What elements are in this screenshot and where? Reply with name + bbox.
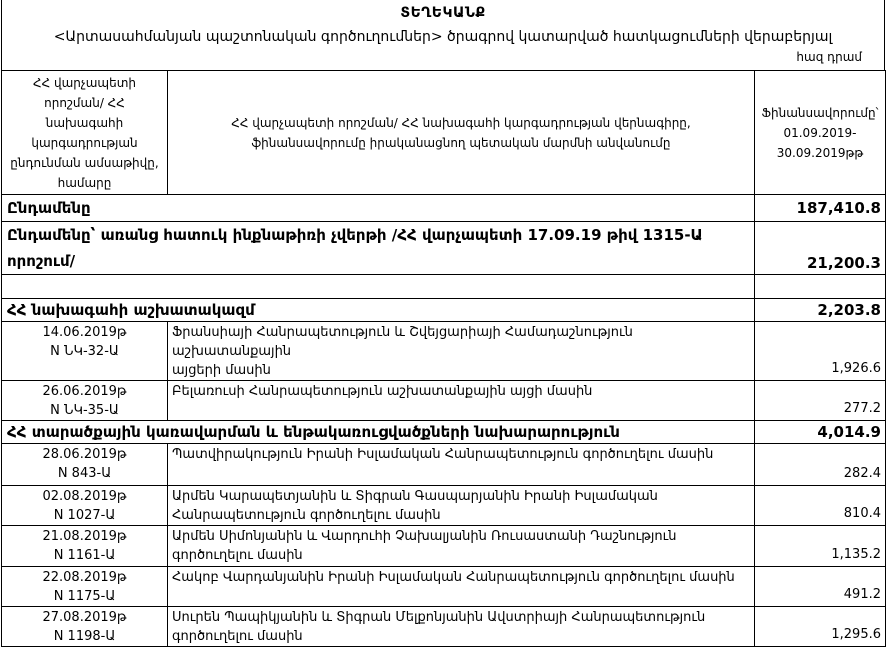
decision-date-cell xyxy=(2,381,168,421)
header-col1-line: համարը xyxy=(57,175,112,190)
decision-date: 26.06.2019թ xyxy=(42,384,127,399)
decision-title-line: Արմեն Կարապետյանին և Տիգրան Գասպարյանին Իրանի Իսլամական xyxy=(172,489,658,504)
total-excluding-label-line: Ընդամենը՝ առանց հատուկ ինքնաթիռի չվերթի /ՀՀ վարչապետի 17.09.19 թիվ 1315-Ա xyxy=(7,226,703,244)
header-col3-line: Ֆինանսավորումը՝ xyxy=(761,105,879,120)
decision-number: N 843-Ա xyxy=(57,466,112,481)
section-title: ՀՀ նախագահի աշխատակազմ xyxy=(2,299,755,322)
table-row xyxy=(2,444,886,486)
allocations-table xyxy=(1,70,886,647)
header-decision-title xyxy=(168,71,755,195)
decision-date: 02.08.2019թ xyxy=(42,489,127,504)
decision-title-line: Հակոբ Վարդանյանին Իրանի Իսլամական Հանրապետություն գործուղելու մասին xyxy=(172,570,735,585)
table-row xyxy=(2,322,886,381)
decision-title-cell xyxy=(168,526,755,567)
table-header-row xyxy=(2,71,886,195)
section-total: 4,014.9 xyxy=(755,421,886,444)
header-col1-line: կարգադրության xyxy=(31,135,138,150)
header-col2-line: ՀՀ վարչապետի որոշման/ ՀՀ նախագահի կարգադրության վերնագիրը, xyxy=(231,115,691,130)
amount-cell: 491.2 xyxy=(755,567,886,607)
grand-total-row xyxy=(2,195,886,222)
decision-number: N ՆԿ-32-Ա xyxy=(50,344,119,359)
decision-date: 27.08.2019թ xyxy=(42,610,127,625)
header-financing-period xyxy=(755,71,886,195)
table-row xyxy=(2,607,886,647)
section-title: ՀՀ տարածքային կառավարման և ենթակառուցվածքների նախարարություն xyxy=(2,421,755,444)
decision-date: 21.08.2019թ xyxy=(42,529,127,544)
decision-number: N 1027-Ա xyxy=(53,508,116,523)
decision-title-line: Արմեն Սիմոնյանին և Վարդուհի Չախալյանին Ռուսաստանի Դաշնություն xyxy=(172,529,677,544)
amount-cell: 282.4 xyxy=(755,444,886,486)
decision-title-line: գործուղելու մասին xyxy=(172,629,303,644)
decision-number: N ՆԿ-35-Ա xyxy=(50,403,119,418)
header-col1-line: ՀՀ վարչապետի xyxy=(32,75,137,90)
header-col3-line: 30.09.2019թթ xyxy=(776,145,864,160)
report-subtitle: <Արտասահմանյան պաշտոնական գործուղումներ> ծրագրով կատարված հատկացումների վերաբերյալ xyxy=(53,29,833,45)
decision-title-line: Պատվիրակություն Իրանի Իսլամական Հանրապետություն գործուղելու մասին xyxy=(172,447,714,462)
header-col1-line: ընդունման ամսաթիվը, xyxy=(10,155,159,170)
section-row xyxy=(2,421,886,444)
decision-date: 28.06.2019թ xyxy=(42,447,127,462)
amount-cell: 1,926.6 xyxy=(755,322,886,381)
total-excluding-value: 21,200.3 xyxy=(755,222,886,275)
currency-unit: հազ դրամ xyxy=(796,50,862,64)
amount-cell: 1,295.6 xyxy=(755,607,886,647)
section-row xyxy=(2,299,886,322)
report-title: ՏԵՂԵԿԱՆՔ xyxy=(400,5,486,21)
table-row xyxy=(2,486,886,526)
spacer-cell xyxy=(755,275,886,299)
total-excluding-label xyxy=(2,222,755,275)
decision-date: 14.06.2019թ xyxy=(42,325,127,340)
table-row xyxy=(2,381,886,421)
decision-date-cell xyxy=(2,322,168,381)
decision-title-cell xyxy=(168,486,755,526)
spacer-cell xyxy=(2,275,755,299)
decision-number: N 1161-Ա xyxy=(53,548,116,563)
decision-date-cell xyxy=(2,567,168,607)
report-document xyxy=(1,0,885,647)
decision-title-cell xyxy=(168,322,755,381)
header-decision-date xyxy=(2,71,168,195)
amount-cell: 810.4 xyxy=(755,486,886,526)
amount-cell: 277.2 xyxy=(755,381,886,421)
spacer-row xyxy=(2,275,886,299)
decision-title-cell xyxy=(168,381,755,421)
header-col1-line: նախագահի xyxy=(45,115,124,130)
decision-date-cell xyxy=(2,607,168,647)
report-heading xyxy=(1,0,885,70)
section-total: 2,203.8 xyxy=(755,299,886,322)
header-col1-line: որոշման/ ՀՀ xyxy=(44,95,125,110)
decision-title-cell xyxy=(168,567,755,607)
amount-cell: 1,135.2 xyxy=(755,526,886,567)
decision-date: 22.08.2019թ xyxy=(42,570,127,585)
header-col2-line: ֆինանսավորումը իրականացնող պետական մարմնի անվանումը xyxy=(251,135,671,150)
decision-title-line: գործուղելու մասին xyxy=(172,548,303,563)
decision-number: N 1175-Ա xyxy=(53,589,116,604)
table-row xyxy=(2,567,886,607)
table-row xyxy=(2,526,886,567)
decision-title-line: այցերի մասին xyxy=(172,363,271,378)
total-excluding-row xyxy=(2,222,886,275)
decision-title-line: Հանրապետություն գործուղելու մասին xyxy=(172,508,441,523)
decision-title-line: Ֆրանսիայի Հանրապետություն և Շվեյցարիայի Համադաշնություն աշխատանքային xyxy=(172,325,633,359)
decision-date-cell xyxy=(2,526,168,567)
header-col3-line: 01.09.2019- xyxy=(783,125,857,140)
decision-title-line: Սուրեն Պապիկյանին և Տիգրան Մելքոնյանին Ավստրիայի Հանրապետություն xyxy=(172,610,706,625)
decision-date-cell xyxy=(2,444,168,486)
decision-number: N 1198-Ա xyxy=(53,629,116,644)
total-excluding-label-line: որոշում/ xyxy=(7,252,76,270)
grand-total-value: 187,410.8 xyxy=(755,195,886,222)
decision-date-cell xyxy=(2,486,168,526)
decision-title-line: Բելառուսի Հանրապետություն աշխատանքային այցի մասին xyxy=(172,384,593,399)
grand-total-label: Ընդամենը xyxy=(2,195,755,222)
decision-title-cell xyxy=(168,607,755,647)
decision-title-cell xyxy=(168,444,755,486)
